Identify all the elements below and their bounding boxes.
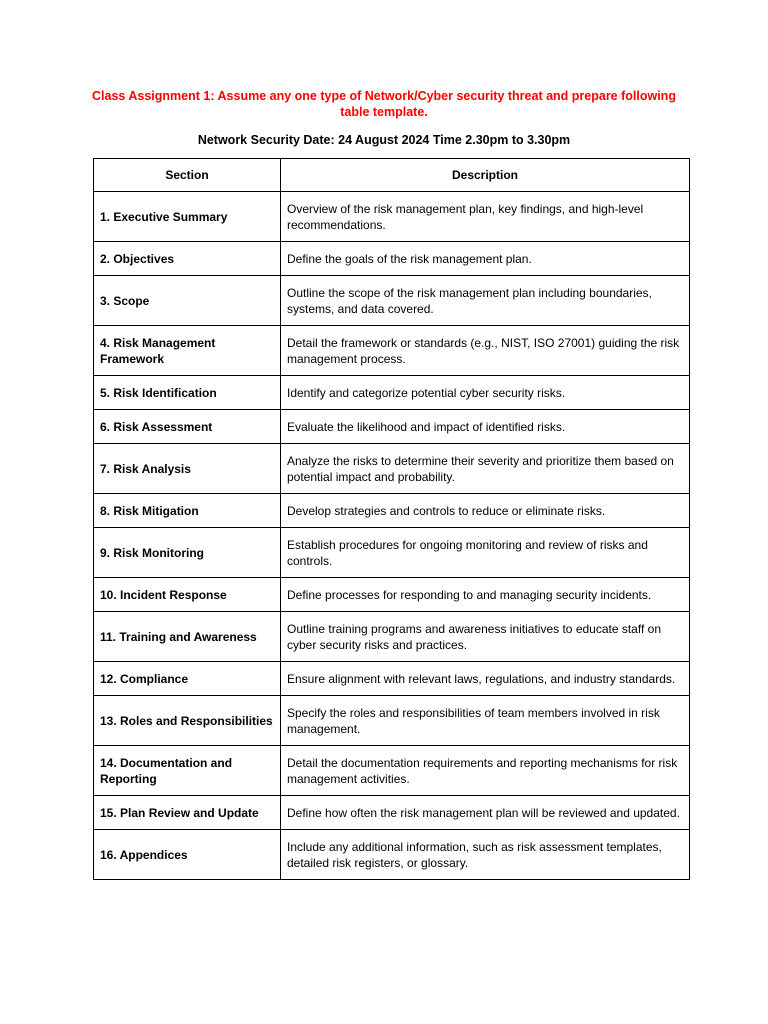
- section-cell: 6. Risk Assessment: [94, 410, 281, 444]
- description-cell: Evaluate the likelihood and impact of identified risks.: [281, 410, 690, 444]
- section-cell: 5. Risk Identification: [94, 376, 281, 410]
- description-cell: Develop strategies and controls to reduce or eliminate risks.: [281, 494, 690, 528]
- description-cell: Establish procedures for ongoing monitoring and review of risks and controls.: [281, 528, 690, 578]
- table-row: [94, 830, 690, 880]
- risk-plan-table: [93, 158, 690, 880]
- description-column-header: Description: [281, 159, 690, 192]
- table-row: [94, 578, 690, 612]
- table-row: [94, 192, 690, 242]
- table-body: [94, 192, 690, 880]
- section-cell: 11. Training and Awareness: [94, 612, 281, 662]
- table-row: [94, 242, 690, 276]
- section-cell: 13. Roles and Responsibilities: [94, 696, 281, 746]
- section-column-header: Section: [94, 159, 281, 192]
- description-cell: Overview of the risk management plan, key findings, and high-level recommendations.: [281, 192, 690, 242]
- description-cell: Identify and categorize potential cyber security risks.: [281, 376, 690, 410]
- description-cell: Analyze the risks to determine their severity and prioritize them based on potential impact and probability.: [281, 444, 690, 494]
- table-row: [94, 444, 690, 494]
- table-header-row: [94, 159, 690, 192]
- section-cell: 10. Incident Response: [94, 578, 281, 612]
- description-cell: Specify the roles and responsibilities of team members involved in risk management.: [281, 696, 690, 746]
- description-cell: Ensure alignment with relevant laws, regulations, and industry standards.: [281, 662, 690, 696]
- description-cell: Include any additional information, such as risk assessment templates, detailed risk registers, or glossary.: [281, 830, 690, 880]
- assignment-instruction: Class Assignment 1: Assume any one type of Network/Cyber security threat and prepare following table template.: [92, 89, 676, 119]
- table-row: [94, 746, 690, 796]
- description-cell: Detail the framework or standards (e.g., NIST, ISO 27001) guiding the risk management process.: [281, 326, 690, 376]
- description-cell: Outline the scope of the risk management plan including boundaries, systems, and data covered.: [281, 276, 690, 326]
- description-cell: Outline training programs and awareness initiatives to educate staff on cyber security risks and practices.: [281, 612, 690, 662]
- table-row: [94, 696, 690, 746]
- section-cell: 2. Objectives: [94, 242, 281, 276]
- section-cell: 4. Risk Management Framework: [94, 326, 281, 376]
- section-cell: 14. Documentation and Reporting: [94, 746, 281, 796]
- table-row: [94, 528, 690, 578]
- table-row: [94, 796, 690, 830]
- table-row: [94, 612, 690, 662]
- section-cell: 15. Plan Review and Update: [94, 796, 281, 830]
- description-cell: Define how often the risk management plan will be reviewed and updated.: [281, 796, 690, 830]
- course-date-time-line: Network Security Date: 24 August 2024 Time 2.30pm to 3.30pm: [197, 133, 571, 147]
- table-row: [94, 376, 690, 410]
- description-cell: Detail the documentation requirements and reporting mechanisms for risk management activities.: [281, 746, 690, 796]
- section-cell: 9. Risk Monitoring: [94, 528, 281, 578]
- table-row: [94, 410, 690, 444]
- section-cell: 7. Risk Analysis: [94, 444, 281, 494]
- section-cell: 16. Appendices: [94, 830, 281, 880]
- section-cell: 8. Risk Mitigation: [94, 494, 281, 528]
- section-cell: 12. Compliance: [94, 662, 281, 696]
- description-cell: Define the goals of the risk management plan.: [281, 242, 690, 276]
- table-row: [94, 326, 690, 376]
- table-row: [94, 494, 690, 528]
- table-row: [94, 276, 690, 326]
- section-cell: 1. Executive Summary: [94, 192, 281, 242]
- description-cell: Define processes for responding to and managing security incidents.: [281, 578, 690, 612]
- table-row: [94, 662, 690, 696]
- section-cell: 3. Scope: [94, 276, 281, 326]
